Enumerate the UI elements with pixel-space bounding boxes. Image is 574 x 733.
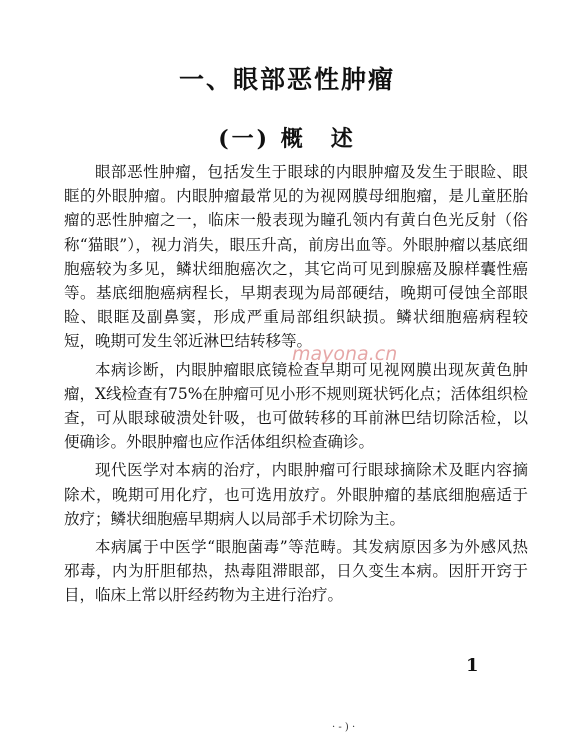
watermark: mayona.cn: [292, 343, 398, 365]
paragraph: 本病诊断，内眼肿瘤眼底镜检查早期可见视网膜出现灰黄色肿瘤，X线检查有75%在肿瘤可见小形不规则斑状钙化点；活体组织检查，可从眼球破溃处针吸，也可做转移的耳前淋巴结切除活检，以便确诊。外眼肿瘤也应作活体组织检查确诊。: [64, 360, 528, 452]
paragraph: 本病属于中医学“眼胞菌毒”等范畴。其发病原因多为外感风热邪毒，内为肝胆郁热，热毒阻滞眼部，日久变生本病。因肝开窍于目，临床上常以肝经药物为主进行治疗。: [64, 538, 528, 605]
section-title: (一) 概 述: [218, 126, 356, 152]
page-number: 1: [466, 655, 479, 676]
chapter-title: 一、眼部恶性肿瘤: [178, 65, 395, 94]
paragraph: 眼部恶性肿瘤，包括发生于眼球的内眼肿瘤及发生于眼睑、眼眶的外眼肿瘤。内眼肿瘤最常见的为视网膜母细胞瘤，是儿童胚胎瘤的恶性肿瘤之一，临床一般表现为瞳孔领内有黄白色光反射（俗称“猫眼”），视力消失，眼压升高，前房出血等。外眼肿瘤以基底细胞癌较为多见，鳞状细胞癌次之，其它尚可见到腺癌及腺样囊性癌等。基底细胞癌病程长，早期表现为局部硬结，晚期可侵蚀全部眼睑、眼眶及副鼻窦，形成严重局部组织缺损。鳞状细胞癌病程较短，晚期可发生邻近淋巴结转移等。: [64, 163, 528, 351]
footer-mark: · - ) ·: [332, 722, 356, 733]
paragraph: 现代医学对本病的治疗，内眼肿瘤可行眼球摘除术及眶内容摘除术，晚期可用化疗，也可选用放疗。外眼肿瘤的基底细胞癌适于放疗；鳞状细胞癌早期病人以局部手术切除为主。: [64, 461, 528, 528]
body-text: [64, 160, 528, 612]
